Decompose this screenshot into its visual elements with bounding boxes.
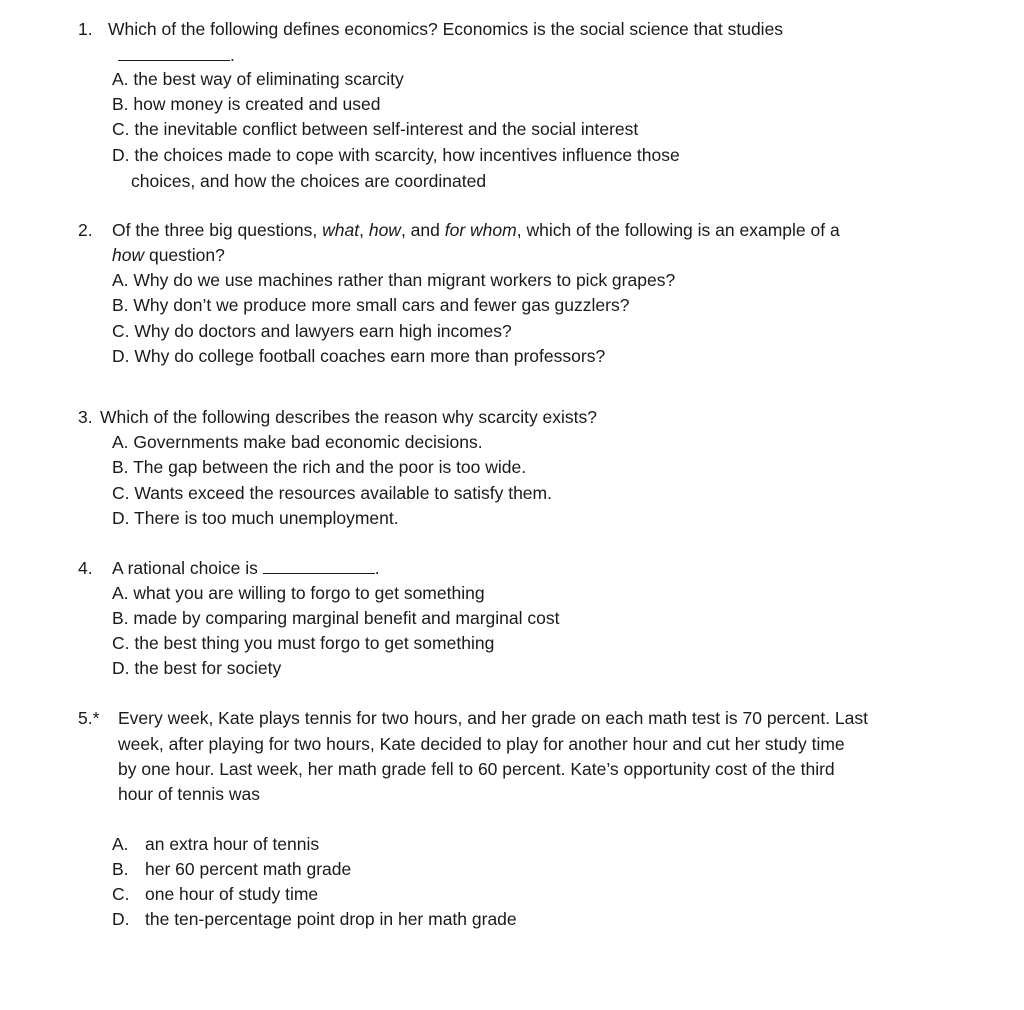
question-stem: Which of the following defines economics? Economics is the social science that studies xyxy=(108,19,784,39)
option-c-letter: C. xyxy=(112,884,130,904)
option-c: C. the best thing you must forgo to get something xyxy=(112,633,495,653)
question-stem: A rational choice is . xyxy=(112,558,380,578)
option-b: B. The gap between the rich and the poor is too wide. xyxy=(112,457,527,477)
option-c: C. Wants exceed the resources available to satisfy them. xyxy=(112,483,552,503)
question-stem: Of the three big questions, what, how, and for whom, which of the following is an example of a xyxy=(112,220,840,240)
option-c: one hour of study time xyxy=(145,884,319,904)
option-b-letter: B. xyxy=(112,859,129,879)
question-stem: Which of the following describes the reason why scarcity exists? xyxy=(100,407,598,427)
option-c: C. Why do doctors and lawyers earn high incomes? xyxy=(112,321,512,341)
option-c: C. the inevitable conflict between self-interest and the social interest xyxy=(112,119,639,139)
option-d: D. the choices made to cope with scarcity, how incentives influence those xyxy=(112,145,680,165)
option-d: D. Why do college football coaches earn more than professors? xyxy=(112,346,606,366)
option-d: the ten-percentage point drop in her math grade xyxy=(145,909,517,929)
option-d-continued: choices, and how the choices are coordinated xyxy=(131,171,487,191)
option-a: A. Governments make bad economic decisions. xyxy=(112,432,483,452)
answer-blank: . xyxy=(118,44,235,66)
option-a: an extra hour of tennis xyxy=(145,834,320,854)
question-stem-line-1: Every week, Kate plays tennis for two hours, and her grade on each math test is 70 percent. Last xyxy=(118,708,868,728)
option-a-letter: A. xyxy=(112,834,129,854)
option-b: her 60 percent math grade xyxy=(145,859,352,879)
option-b: B. Why don’t we produce more small cars and fewer gas guzzlers? xyxy=(112,295,630,315)
option-d: D. the best for society xyxy=(112,658,282,678)
question-number: 5.* xyxy=(78,708,100,728)
option-d: D. There is too much unemployment. xyxy=(112,508,399,528)
question-stem-line-2: how question? xyxy=(112,245,225,265)
option-d-letter: D. xyxy=(112,909,130,929)
question-number: 3. xyxy=(78,407,93,427)
question-stem-line-4: hour of tennis was xyxy=(118,784,261,804)
question-number: 4. xyxy=(78,558,93,578)
question-stem-line-3: by one hour. Last week, her math grade fell to 60 percent. Kate’s opportunity cost of the third xyxy=(118,759,835,779)
option-b: B. how money is created and used xyxy=(112,94,381,114)
option-a: A. what you are willing to forgo to get something xyxy=(112,583,485,603)
question-number: 1. xyxy=(78,19,93,39)
question-stem-line-2: week, after playing for two hours, Kate decided to play for another hour and cut her study time xyxy=(118,734,845,754)
option-a: A. Why do we use machines rather than migrant workers to pick grapes? xyxy=(112,270,676,290)
question-number: 2. xyxy=(78,220,93,240)
option-a: A. the best way of eliminating scarcity xyxy=(112,69,404,89)
option-b: B. made by comparing marginal benefit and marginal cost xyxy=(112,608,560,628)
